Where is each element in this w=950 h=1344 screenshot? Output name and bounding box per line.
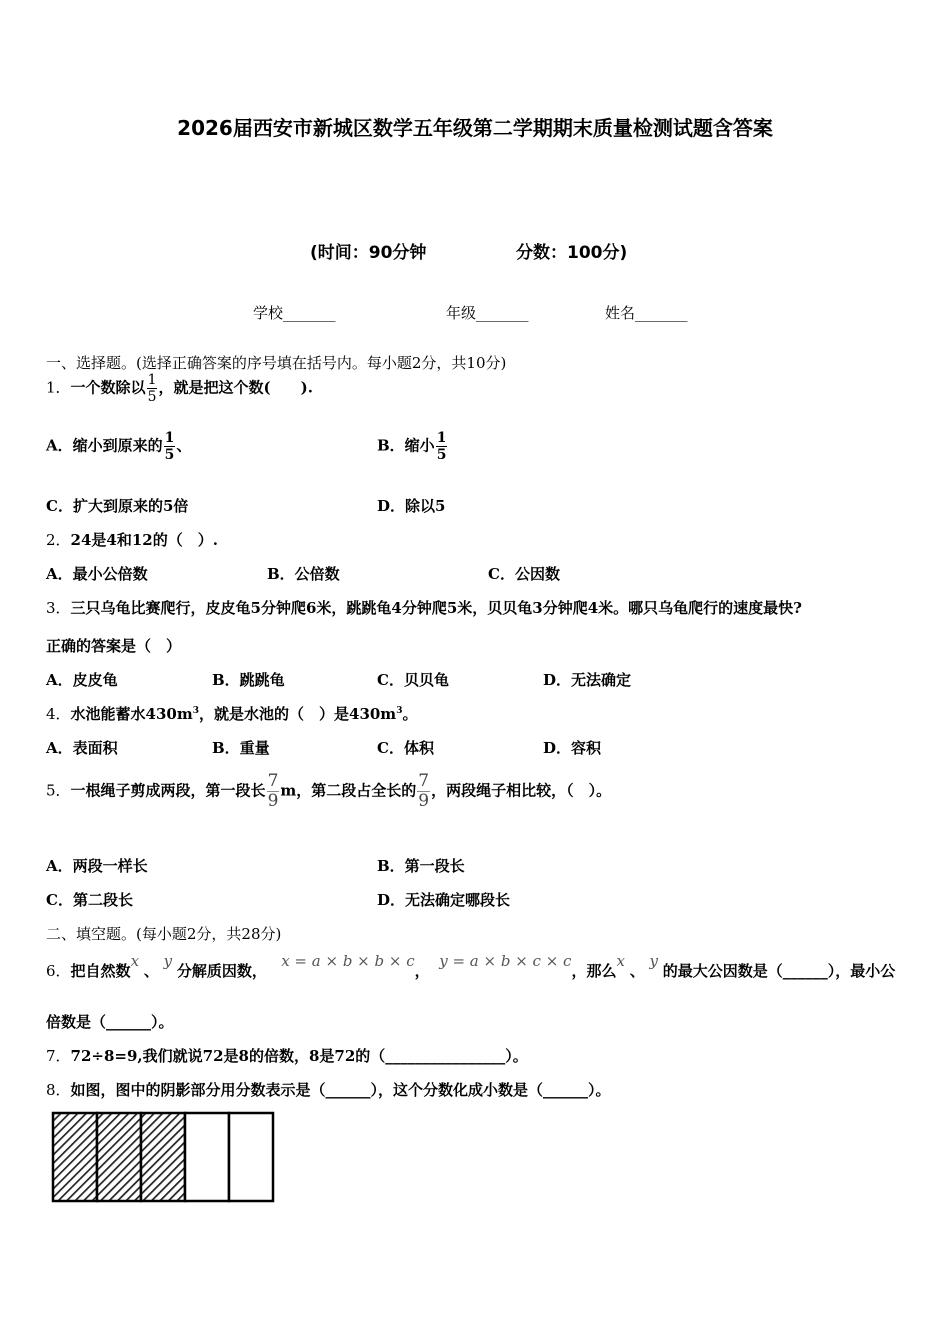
q6-stem-c: ，那么 — [571, 962, 617, 980]
q8-shaded-cell — [141, 1113, 185, 1201]
q5-stem-a: 一根绳子剪成两段，第一段长 — [70, 781, 266, 800]
q3-stem-line1: 三只乌龟比赛爬行，皮皮龟5分钟爬6米，跳跳龟4分钟爬5米，贝贝龟3分钟爬4米。哪只乌龟爬行的速度最快? — [70, 599, 802, 617]
q6-number: 6． — [46, 962, 71, 980]
q4-option-c: C．体积 — [377, 739, 434, 757]
q1-stem-a: 一个数除以 — [70, 378, 146, 397]
q1-option-b-denominator: 5 — [436, 447, 447, 463]
q3-stem-line2: 正确的答案是（ ） — [46, 637, 182, 655]
q2-option-a: A．最小公倍数 — [46, 565, 148, 583]
q6-separator-2: 、 — [629, 962, 645, 980]
q8-empty-cell — [185, 1113, 229, 1201]
q4-sup-1: 3 — [192, 706, 199, 716]
q5-fraction-1-denominator: 9 — [267, 791, 279, 811]
q8-empty-cell — [229, 1113, 273, 1201]
q1-number: 1． — [46, 378, 71, 397]
q1-fraction-denominator: 5 — [147, 389, 157, 405]
q6-expr-x: x = a × b × b × c — [281, 952, 415, 970]
q5-stem-b: m，第二段占全长的 — [280, 781, 417, 800]
q4-option-d: D．容积 — [543, 739, 602, 757]
q4-number: 4． — [46, 705, 71, 723]
q5-fraction-2-denominator: 9 — [418, 791, 430, 811]
question-4 — [46, 703, 417, 724]
question-6 — [46, 952, 896, 981]
q6-stem-b: 分解质因数， — [176, 962, 267, 980]
q2-stem: 24是4和12的（ ）. — [70, 531, 218, 549]
q5-option-a: A．两段一样长 — [46, 857, 148, 875]
q1-option-a-tail: 、 — [176, 436, 192, 455]
q4-stem-c: 。 — [402, 705, 418, 723]
q1-option-a — [46, 430, 191, 463]
q3-option-b: B．跳跳龟 — [212, 671, 285, 689]
q1-option-d: D．除以5 — [377, 497, 446, 515]
q1-fraction — [147, 372, 158, 405]
q6-expr-y: y = a × b × c × c — [439, 952, 572, 970]
question-8 — [46, 1079, 611, 1100]
q6-var-x-2: x — [616, 952, 625, 970]
question-7 — [46, 1045, 528, 1066]
q8-shaded-cell — [53, 1113, 97, 1201]
q8-shaded-cell — [97, 1113, 141, 1201]
question-2 — [46, 529, 218, 550]
section2-heading: 二、填空题。(每小题2分，共28分) — [46, 925, 282, 943]
q2-option-b: B．公倍数 — [267, 565, 340, 583]
name-field: 姓名_______ — [605, 304, 688, 322]
q8-number: 8． — [46, 1081, 71, 1099]
q3-number: 3． — [46, 599, 71, 617]
q1-option-b-numerator: 1 — [436, 430, 447, 446]
q5-option-d: D．无法确定哪段长 — [377, 891, 511, 909]
q3-option-a: A．皮皮龟 — [46, 671, 118, 689]
q2-number: 2． — [46, 531, 71, 549]
q1-fraction-numerator: 1 — [147, 372, 157, 388]
q5-fraction-1 — [267, 772, 280, 811]
q4-sup-2: 3 — [396, 706, 403, 716]
q6-var-x: x — [130, 952, 140, 970]
grade-field: 年级_______ — [446, 304, 529, 322]
q5-fraction-2-numerator: 7 — [418, 771, 430, 791]
q3-option-c: C．贝贝龟 — [377, 671, 449, 689]
q8-stem: 如图，图中的阴影部分用分数表示是（______），这个分数化成小数是（______）。 — [70, 1081, 611, 1099]
q1-option-c: C．扩大到原来的5倍 — [46, 497, 189, 515]
q5-fraction-1-numerator: 7 — [267, 771, 279, 791]
q6-comma: ， — [414, 962, 430, 980]
q7-number: 7． — [46, 1047, 71, 1065]
question-1 — [46, 372, 313, 405]
q6-stem-a: 把自然数 — [70, 962, 131, 980]
q5-option-b: B．第一段长 — [377, 857, 465, 875]
q5-number: 5． — [46, 781, 71, 800]
question-3 — [46, 597, 802, 618]
q8-shaded-figure — [48, 1108, 278, 1210]
q5-fraction-2 — [417, 772, 430, 811]
school-field: 学校_______ — [253, 304, 336, 322]
q3-option-d: D．无法确定 — [543, 671, 632, 689]
section1-heading: 一、选择题。(选择正确答案的序号填在括号内。每小题2分，共10分) — [46, 354, 507, 372]
q1-option-a-fraction — [164, 430, 176, 463]
q4-stem-b: ，就是水池的（ ）是430m — [199, 705, 397, 723]
q8-cells — [53, 1113, 273, 1201]
q6-stem-line2: 倍数是（______）。 — [46, 1013, 174, 1031]
page-title: 2026届西安市新城区数学五年级第二学期期末质量检测试题含答案 — [177, 116, 773, 140]
q1-stem-b: ，就是把这个数( — [158, 378, 271, 397]
q7-stem: 72÷8=9,我们就说72是8的倍数，8是72的（________________）。 — [70, 1047, 528, 1065]
q4-option-a: A．表面积 — [46, 739, 118, 757]
q1-stem-c: ). — [300, 378, 313, 397]
q1-option-a-numerator: 1 — [164, 430, 175, 446]
q4-option-b: B．重量 — [212, 739, 270, 757]
q5-stem-c: ，两段绳子相比较，（ ）。 — [431, 781, 612, 800]
q2-option-c: C．公因数 — [488, 565, 560, 583]
q1-option-a-label: A．缩小到原来的 — [46, 436, 163, 455]
question-5 — [46, 772, 611, 811]
q1-option-a-denominator: 5 — [164, 447, 175, 463]
q6-var-y: y — [163, 952, 173, 970]
exam-score: 分数：100分) — [516, 243, 628, 263]
q1-option-b-fraction — [436, 430, 448, 463]
q6-var-y-2: y — [649, 952, 658, 970]
exam-time: (时间：90分钟 — [310, 243, 427, 263]
q5-option-c: C．第二段长 — [46, 891, 133, 909]
q1-option-b-label: B．缩小 — [377, 436, 435, 455]
q6-stem-d: 的最大公因数是（______），最小公 — [662, 962, 896, 980]
q4-stem-a: 水池能蓄水430m — [70, 705, 193, 723]
q6-separator: 、 — [143, 962, 159, 980]
q1-option-b — [377, 430, 448, 463]
